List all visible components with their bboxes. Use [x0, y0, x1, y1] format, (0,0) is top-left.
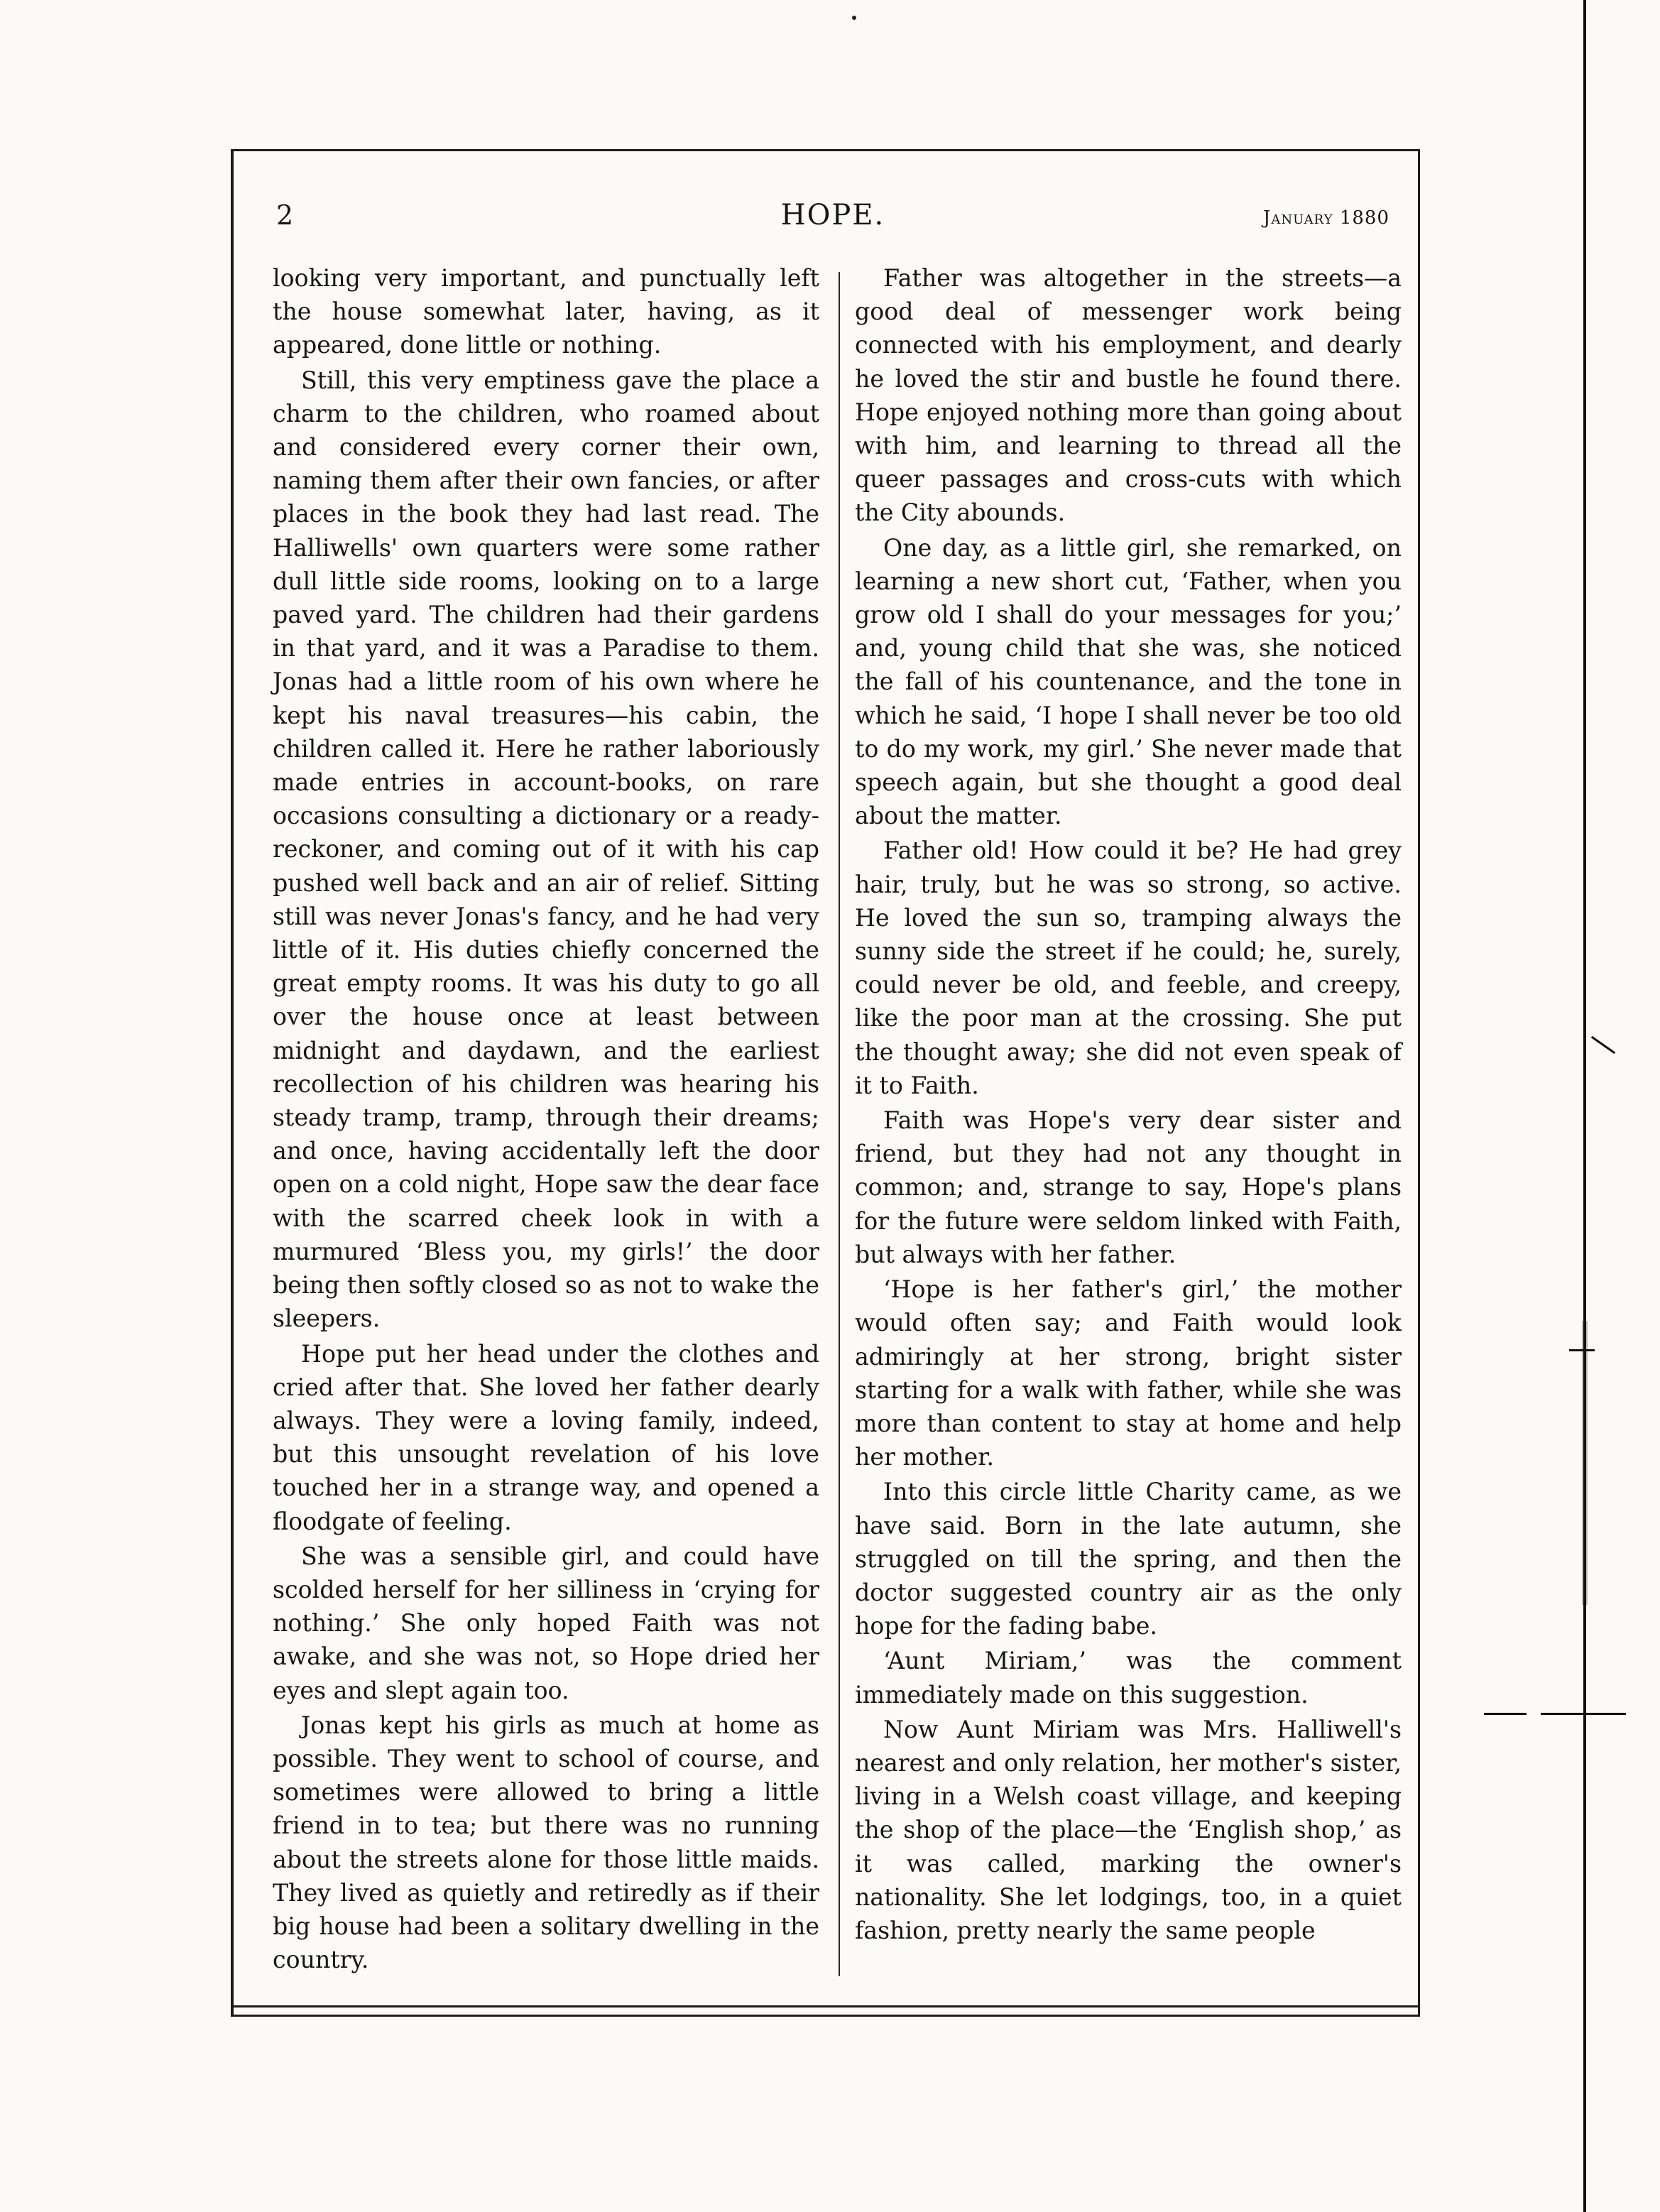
paragraph: Father old! How could it be? He had grey hair, truly, but he was so strong, so active. He loved the sun so, tramping always the sunny side the street if he could; he, surely, could never be old, and feeble, and creepy, like the poor man at the crossing. She put the thought away; she did not even speak of it to Faith.	[855, 837, 1402, 1099]
page-number: 2	[276, 200, 294, 231]
paragraph: Jonas kept his girls as much at home as possible. They went to school of course, and sometimes were allowed to bring a little friend in to tea; but there was no running about the streets alone for those little maids. They lived as quietly and retiredly as if their big house had been a solitary dwelling in the country.	[273, 1711, 819, 1974]
paragraph: Into this circle little Charity came, as we have said. Born in the late autumn, she struggled on till the spring, and then the doctor suggested country air as the only hope for the fading babe.	[855, 1478, 1402, 1640]
paragraph: Father was altogether in the streets—a good deal of messenger work being connected with his employment, and dearly he loved the stir and bustle he found there. Hope enjoyed nothing more than going about with him, and learning to thread all the queer passages and cross-cuts with which the City abounds.	[855, 264, 1402, 527]
margin-mark	[1484, 1713, 1527, 1715]
paragraph: Still, this very emptiness gave the place a charm to the children, who roamed about and considered every corner their own, naming them after their own fancies, or after places in the book they had last read. The Halliwells' own quarters were some rather dull little side rooms, looking on to a large paved yard. The children had their gardens in that yard, and it was a Paradise to them. Jonas had a little room of his own where he kept his naval treasures—his cabin, the children called it. Here he rather laboriously made entries in account-books, on rare occasions consulting a dictionary or a ready-reckoner, and coming out of it with his cap pushed well back and an air of relief. Sitting still was never Jonas's fancy, and he had very little of it. His duties chiefly concerned the great empty rooms. It was his duty to go all over the house once at least between midnight and daydawn, and the earliest recollection of his children was hearing his steady tramp, tramp, through their dreams; and once, having accidentally left the door open on a cold night, Hope saw the dear face with the scarred cheek look in with a murmured ‘Bless you, my girls!’ the door being then softly closed so as not to wake the sleepers.	[273, 366, 819, 1333]
page-frame	[231, 149, 1420, 2017]
binding-edge-line	[1583, 0, 1586, 2212]
paragraph: ‘Aunt Miriam,’ was the comment immediately made on this suggestion.	[855, 1647, 1402, 1709]
paragraph: Now Aunt Miriam was Mrs. Halliwell's nearest and only relation, her mother's sister, living in a Welsh coast village, and keeping the shop of the place—the ‘English shop,’ as it was called, marking the owner's nationality. She let lodgings, too, in a quiet fashion, pretty nearly the same people	[855, 1715, 1402, 1944]
paragraph: Hope put her head under the clothes and cried after that. She loved her father dearly always. They were a loving family, indeed, but this unsought revelation of his love touched her in a strange way, and opened a floodgate of feeling.	[273, 1339, 819, 1535]
ink-spot	[852, 16, 856, 20]
margin-mark	[1541, 1713, 1626, 1715]
paragraph: ‘Hope is her father's girl,’ the mother would often say; and Faith would look admiringly at her strong, bright sister starting for a walk with father, while she was more than content to stay at home and help her mother.	[855, 1275, 1402, 1471]
left-column	[273, 261, 819, 1978]
margin-mark	[1569, 1349, 1595, 1351]
paragraph: Faith was Hope's very dear sister and friend, but they had not any thought in common; and, strange to say, Hope's plans for the future were seldom linked with Faith, but always with her father.	[855, 1106, 1402, 1268]
column-divider	[839, 272, 840, 1976]
paragraph: She was a sensible girl, and could have scolded herself for her silliness in ‘crying for nothing.’ She only hoped Faith was not awake, and she was not, so Hope dried her eyes and slept again too.	[273, 1542, 819, 1704]
issue-date: January 1880	[1262, 207, 1389, 229]
paragraph: One day, as a little girl, she remarked, on learning a new short cut, ‘Father, when you grow old I shall do your messages for you;’ and, young child that she was, she noticed the fall of his countenance, and the tone in which he said, ‘I hope I shall never be too old to do my work, my girl.’ She never made that speech again, but she thought a good deal about the matter.	[855, 533, 1402, 830]
page-header	[276, 194, 1389, 236]
margin-mark	[1582, 1321, 1588, 1605]
running-title: HOPE.	[780, 199, 885, 231]
margin-mark	[1591, 1036, 1615, 1054]
paragraph: looking very important, and punctually left the house somewhat later, having, as it appeared, done little or nothing.	[273, 264, 819, 359]
right-column	[855, 261, 1402, 1949]
